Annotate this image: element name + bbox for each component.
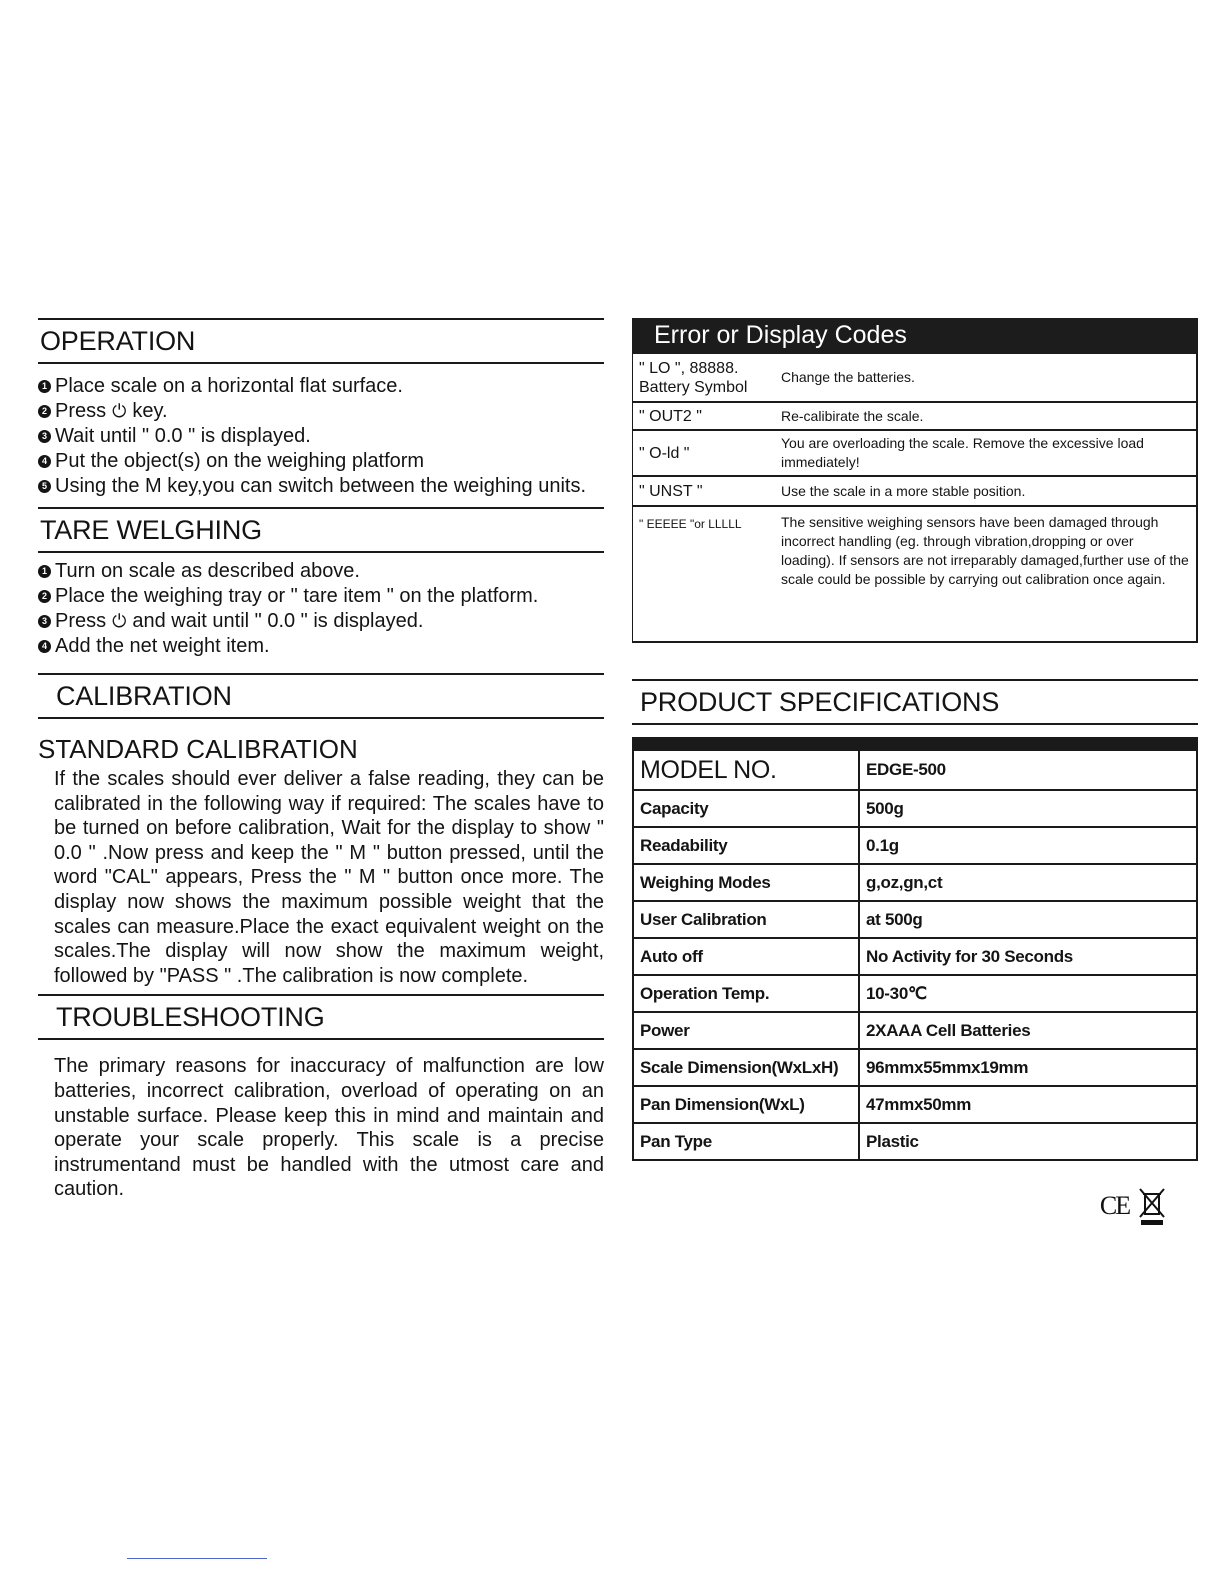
step-number-icon: 2 [38, 590, 51, 603]
error-code: " O-ld " [633, 430, 776, 476]
table-row [633, 402, 1198, 430]
tare-step-4 [38, 634, 604, 659]
spec-value: 0.1g [859, 827, 1197, 864]
spec-key: Readability [633, 827, 859, 864]
table-row [633, 901, 1197, 938]
spec-value: 96mmx55mmx19mm [859, 1049, 1197, 1086]
specs-table [632, 737, 1198, 1161]
table-row [633, 938, 1197, 975]
spec-value: 47mmx50mm [859, 1086, 1197, 1123]
step-number-icon: 3 [38, 430, 51, 443]
step-text: Put the object(s) on the weighing platform [55, 450, 425, 472]
calibration-heading: CALIBRATION [38, 675, 604, 719]
power-icon: ⏻ [112, 611, 127, 631]
crossed-bin-icon [1138, 1188, 1166, 1221]
table-row [633, 1086, 1197, 1123]
error-description: Use the scale in a more stable position. [775, 476, 1197, 506]
page-underline [127, 1558, 267, 1559]
tare-step-3 [38, 609, 604, 634]
spec-value: at 500g [859, 901, 1197, 938]
table-row [633, 476, 1198, 506]
step-text: Turn on scale as described above. [55, 560, 360, 582]
spec-key: Capacity [633, 790, 859, 827]
spec-key: Auto off [633, 938, 859, 975]
table-row [633, 864, 1197, 901]
spec-key: Power [633, 1012, 859, 1049]
spec-key: Weighing Modes [633, 864, 859, 901]
step-text: Using the M key,you can switch between the weighing units. [55, 475, 587, 497]
error-code: " OUT2 " [633, 402, 776, 430]
operation-step-5 [38, 474, 604, 499]
error-code: " UNST " [633, 476, 776, 506]
tare-step-2 [38, 584, 604, 609]
table-row [633, 827, 1197, 864]
tare-steps [38, 559, 604, 659]
operation-step-1 [38, 374, 604, 399]
table-row [633, 975, 1197, 1012]
table-row [633, 1012, 1197, 1049]
right-column [632, 318, 1198, 1161]
error-description: You are overloading the scale. Remove the excessive load immediately! [775, 430, 1197, 476]
step-text: Add the net weight item. [55, 635, 270, 657]
table-row [633, 430, 1198, 476]
operation-step-4 [38, 449, 604, 474]
troubleshooting-text: The primary reasons for inaccuracy of malfunction are low batteries, incorrect calibration, overload of operating on an unstable surface. Please keep this in mind and maintain and operate your scale properly. This scale is a precise instrumentand must be handled with the utmost care and caution. [54, 1055, 604, 1201]
specs-heading: PRODUCT SPECIFICATIONS [632, 681, 1198, 725]
step-number-icon: 4 [38, 640, 51, 653]
spec-key: Pan Type [633, 1123, 859, 1160]
step-text: Place scale on a horizontal flat surface. [55, 375, 403, 397]
operation-step-3 [38, 424, 604, 449]
operation-steps [38, 374, 604, 499]
spec-key: MODEL NO. [633, 744, 859, 790]
troubleshooting-heading: TROUBLESHOOTING [38, 996, 604, 1040]
spec-key: Scale Dimension(WxLxH) [633, 1049, 859, 1086]
error-codes-heading: Error or Display Codes [632, 318, 1198, 354]
step-number-icon: 2 [38, 405, 51, 418]
spec-key: Pan Dimension(WxL) [633, 1086, 859, 1123]
error-description: Change the batteries. [775, 354, 1197, 402]
tare-step-1 [38, 559, 604, 584]
spec-value: g,oz,gn,ct [859, 864, 1197, 901]
error-description: The sensitive weighing sensors have been damaged through incorrect handling (eg. through vibration,dropping or over loading). If sensors are not irreparably damaged,further use of the scale could be possible by carrying out calibration once again. [775, 506, 1197, 642]
step-text: Place the weighing tray or " tare item " on the platform. [55, 585, 539, 607]
step-number-icon: 1 [38, 380, 51, 393]
step-text-after: and wait until " 0.0 " is displayed. [132, 610, 424, 632]
power-icon: ⏻ [112, 401, 127, 421]
spec-value: No Activity for 30 Seconds [859, 938, 1197, 975]
operation-step-2 [38, 399, 604, 424]
step-number-icon: 1 [38, 565, 51, 578]
spec-value: EDGE-500 [859, 744, 1197, 790]
table-row [633, 354, 1198, 402]
left-column [38, 318, 604, 1202]
step-text: Wait until " 0.0 " is displayed. [55, 425, 311, 447]
step-number-icon: 4 [38, 455, 51, 468]
spec-key: Operation Temp. [633, 975, 859, 1012]
error-codes-table [632, 354, 1198, 643]
step-text: Press [55, 400, 107, 422]
ce-mark: CE [1099, 1191, 1130, 1220]
spec-value: 10-30℃ [859, 975, 1197, 1012]
step-text: Press [55, 610, 107, 632]
spec-value: Plastic [859, 1123, 1197, 1160]
calibration-text: If the scales should ever deliver a false reading, they can be calibrated in the following way if required: The scales have to be turned on before calibration, Wait for the display to show " 0.0 " .Now press and keep the " M " button pressed, until the word "CAL" appears, Press the " M " button once more. The display now shows the maximum possible weight that the scales can measure.Place the exact equivalent weight on the scales.The display will now show the maximum weight, followed by "PASS " .The calibration is now complete. [54, 768, 604, 987]
certification-marks [1100, 1186, 1166, 1226]
table-row [633, 744, 1197, 790]
step-number-icon: 3 [38, 615, 51, 628]
spec-value: 500g [859, 790, 1197, 827]
table-row [633, 1049, 1197, 1086]
standard-calibration-heading: STANDARD CALIBRATION [38, 734, 358, 764]
table-row [633, 506, 1198, 642]
step-number-icon: 5 [38, 480, 51, 493]
table-row [633, 1123, 1197, 1160]
step-text-after: key. [132, 400, 168, 422]
error-code: " EEEEE "or LLLLL [633, 506, 776, 642]
error-code: " LO ", 88888. Battery Symbol [633, 354, 776, 402]
spec-key: User Calibration [633, 901, 859, 938]
operation-heading: OPERATION [38, 320, 604, 364]
tare-heading: TARE WELGHING [38, 509, 604, 553]
specs-section [632, 679, 1198, 725]
table-row [633, 790, 1197, 827]
spec-value: 2XAAA Cell Batteries [859, 1012, 1197, 1049]
error-description: Re-calibirate the scale. [775, 402, 1197, 430]
